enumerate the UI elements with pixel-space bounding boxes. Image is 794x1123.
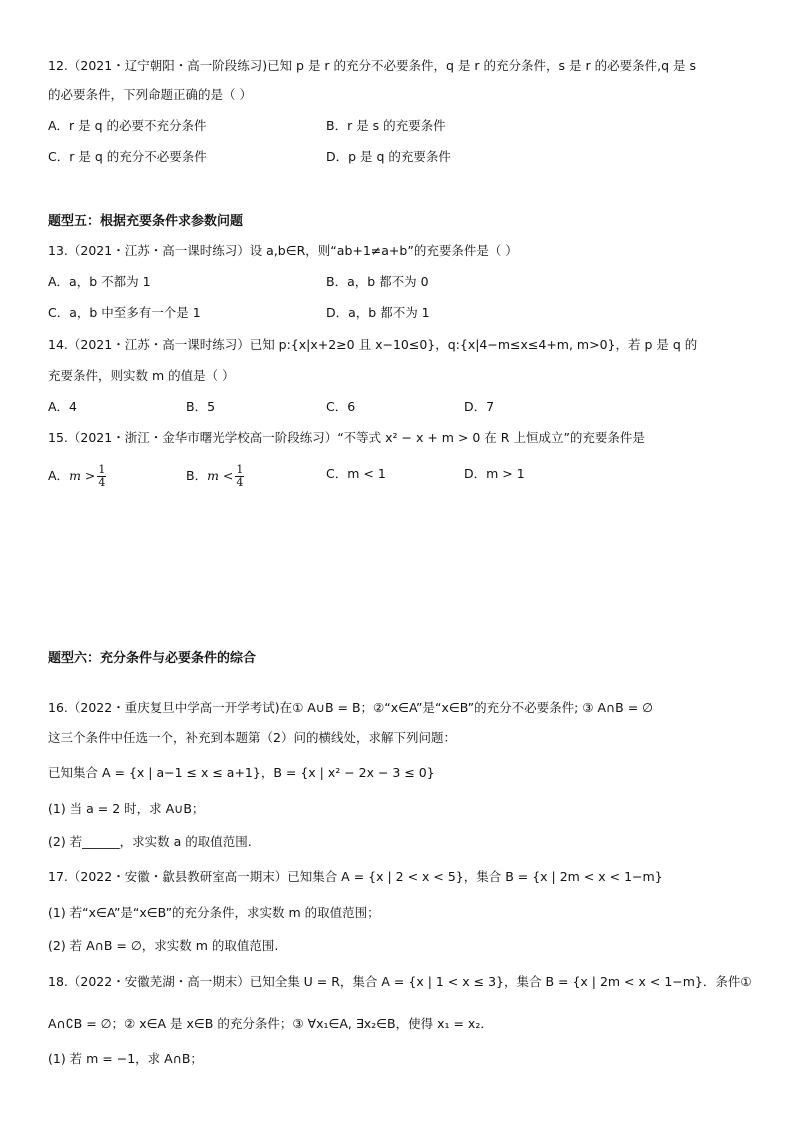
- q17-stem: 17.（2022・安徽・歙县教研室高一期末）已知集合 A = {x | 2 < x < 5}，集合 B = {x | 2m < x < 1−m}: [48, 869, 663, 884]
- q12-option-b: B．r 是 s 的充要条件: [326, 118, 446, 133]
- q14-option-c: C．6: [326, 399, 356, 414]
- fraction-denominator: 4: [98, 476, 106, 489]
- q15-option-a-math: m >: [69, 468, 96, 483]
- q14-option-a: A．4: [48, 399, 78, 414]
- q12-option-c: C．r 是 q 的充分不必要条件: [48, 149, 207, 164]
- fraction-numerator: 1: [236, 463, 244, 476]
- q15-stem: 15.（2021・浙江・金华市曙光学校高一阶段练习）“不等式 x² − x + m > 0 在 R 上恒成立”的充要条件是: [48, 430, 645, 445]
- q15-option-b-fraction: [235, 464, 244, 489]
- q14-option-b: B．5: [186, 399, 216, 414]
- q13-stem: 13.（2021・江苏・高一课时练习）设 a,b∈R，则“ab+1≠a+b”的充要条件是（ ）: [48, 243, 518, 258]
- q12-option-a: A．r 是 q 的必要不充分条件: [48, 118, 207, 133]
- q15-option-b-math: m <: [207, 468, 234, 483]
- q16-stem-line1: 16.（2022・重庆复旦中学高一开学考试)在① A∪B = B；②“x∈A”是“x∈B”的充分不必要条件; ③ A∩B = ∅: [48, 700, 654, 715]
- q16-part-1: (1) 当 a = 2 时，求 A∪B；: [48, 801, 205, 816]
- q18-stem-line1: 18.（2022・安徽芜湖・高一期末）已知全集 U = R，集合 A = {x | 1 < x ≤ 3}，集合 B = {x | 2m < x < 1−m}．条件①: [48, 974, 752, 989]
- q17-part-1: (1) 若“x∈A”是“x∈B”的充分条件，求实数 m 的取值范围；: [48, 905, 380, 920]
- q12-stem-line1: 12.（2021・辽宁朝阳・高一阶段练习)已知 p 是 r 的充分不必要条件，q 是 r 的充分条件，s 是 r 的必要条件,q 是 s: [48, 58, 696, 73]
- q18-stem-line2: A∩∁B = ∅；② x∈A 是 x∈B 的充分条件；③ ∀x₁∈A, ∃x₂∈B，使得 x₁ = x₂．: [48, 1016, 493, 1031]
- fraction-denominator: 4: [236, 476, 244, 489]
- section-6-heading: 题型六：充分条件与必要条件的综合: [48, 651, 257, 666]
- q13-option-c: C．a，b 中至多有一个是 1: [48, 305, 201, 320]
- q12-stem-line2: 的必要条件，下列命题正确的是（ ）: [48, 87, 252, 102]
- q18-part-1: (1) 若 m = −1，求 A∩B；: [48, 1051, 203, 1066]
- q15-option-a-fraction: [97, 464, 106, 489]
- q15-option-a-prefix: A．: [48, 468, 70, 483]
- q15-option-b-prefix: B．: [186, 468, 208, 483]
- q15-option-a: [48, 464, 106, 489]
- q16-stem-line2: 这三个条件中任选一个，补充到本题第（2）问的横线处，求解下列问题：: [48, 730, 456, 745]
- q17-part-2: (2) 若 A∩B = ∅，求实数 m 的取值范围.: [48, 938, 279, 953]
- q14-stem-line1: 14.（2021・江苏・高一课时练习）已知 p:{x|x+2≥0 且 x−10≤0}，q:{x|4−m≤x≤4+m, m>0}，若 p 是 q 的: [48, 337, 698, 352]
- q16-part-2: (2) 若______，求实数 a 的取值范围.: [48, 834, 252, 849]
- fraction-numerator: 1: [98, 463, 106, 476]
- q12-option-d: D．p 是 q 的充要条件: [326, 149, 451, 164]
- q14-stem-line2: 充要条件，则实数 m 的值是（ ）: [48, 368, 235, 383]
- q15-option-b: [186, 464, 244, 489]
- q15-option-d: D．m > 1: [464, 466, 525, 481]
- q13-option-b: B．a，b 都不为 0: [326, 274, 429, 289]
- q16-sets-definition: 已知集合 A = {x | a−1 ≤ x ≤ a+1}，B = {x | x² − 2x − 3 ≤ 0}: [48, 765, 435, 780]
- q15-option-c: C．m < 1: [326, 466, 386, 481]
- q13-option-a: A．a，b 不都为 1: [48, 274, 151, 289]
- q14-option-d: D．7: [464, 399, 495, 414]
- q13-option-d: D．a，b 都不为 1: [326, 305, 430, 320]
- section-5-heading: 题型五：根据充要条件求参数问题: [48, 214, 244, 229]
